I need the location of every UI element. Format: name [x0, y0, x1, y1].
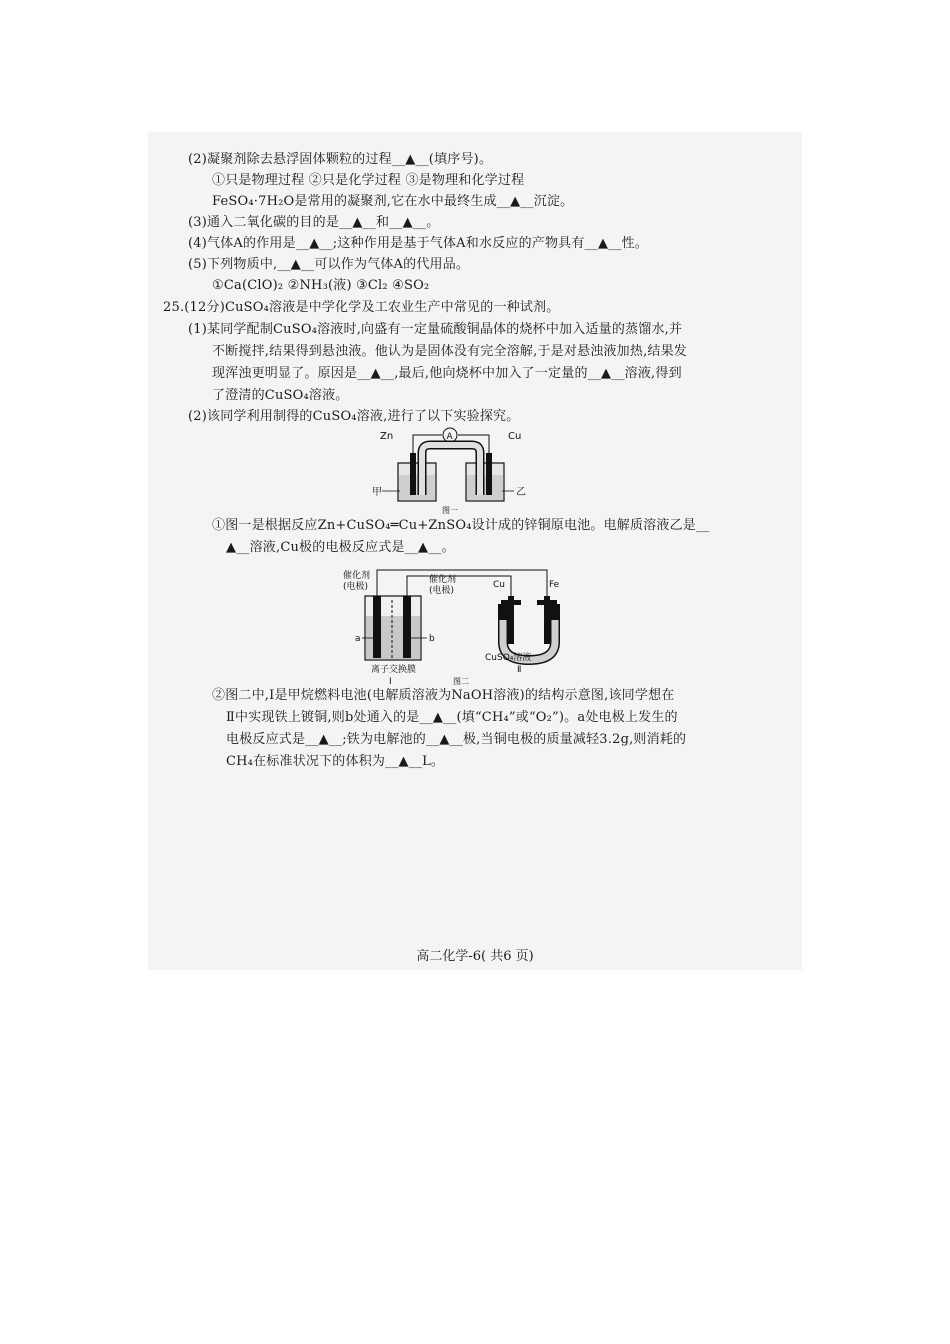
fig1-zn-label: Zn — [380, 431, 394, 442]
cu-electrode — [486, 453, 492, 495]
q25-1-line4: 了澄清的CuSO₄溶液。 — [212, 388, 349, 403]
page-footer: 高二化学-6( 共6 页) — [416, 949, 534, 964]
fig1-jia-label: 甲 — [372, 487, 382, 498]
fig2-left-catalyst-sub: (电极) — [343, 582, 369, 592]
fig2-cu-label: Cu — [493, 580, 505, 590]
q5-line: (5)下列物质中,__▲__可以作为气体A的代用品。 — [188, 257, 470, 272]
fig1-yi-label: 乙 — [516, 487, 526, 498]
fig1-ammeter-label: A — [446, 432, 453, 442]
q25-2-2-line4: CH₄在标准状况下的体积为__▲__L。 — [226, 754, 445, 769]
figure-1-zinc-copper-cell — [370, 425, 530, 517]
fig2-b-label: b — [429, 634, 435, 644]
fig2-right-catalyst-sub: (电极) — [429, 586, 455, 596]
fig1-caption: 图一 — [442, 506, 458, 515]
q25-2-2-line1: ②图二中,Ⅰ是甲烷燃料电池(电解质溶液为NaOH溶液)的结构示意图,该同学想在 — [212, 688, 675, 703]
q25-2-1-line1: ①图一是根据反应Zn+CuSO₄═Cu+ZnSO₄设计成的锌铜原电池。电解质溶液乙是__ — [212, 518, 710, 533]
figure-2-fuel-cell-electroplating — [335, 560, 575, 686]
q3-line: (3)通入二氧化碳的目的是__▲__和__▲__。 — [188, 215, 440, 230]
fig1-cu-label: Cu — [508, 431, 522, 442]
q25-2-2-line3: 电极反应式是__▲__;铁为电解池的__▲__极,当铜电极的质量减轻3.2g,则消耗的 — [226, 732, 687, 747]
zn-electrode — [410, 453, 416, 495]
left-catalyst-electrode — [373, 596, 381, 658]
fig2-fe-label: Fe — [549, 580, 560, 590]
q25-title: 25.(12分)CuSO₄溶液是中学化学及工农业生产中常见的一种试剂。 — [163, 300, 560, 315]
q25-2-2-line2: Ⅱ中实现铁上镀铜,则b处通入的是__▲__(填“CH₄”或“O₂”)。a处电极上发生的 — [226, 710, 678, 725]
right-catalyst-electrode — [403, 596, 411, 658]
fig2-caption: 图二 — [453, 677, 469, 686]
q25-1-line3: 现浑浊更明显了。原因是__▲__,最后,他向烧杯中加入了一定量的__▲__溶液,得到 — [212, 366, 682, 381]
fig2-membrane-label: 离子交换膜 — [371, 665, 417, 675]
fig2-a-label: a — [355, 634, 361, 644]
q2-feso4: FeSO₄·7H₂O是常用的凝聚剂,它在水中最终生成__▲__沉淀。 — [212, 194, 574, 209]
fig2-solution-label: CuSO₄溶液 — [485, 653, 532, 663]
fig2-cell1-label: I — [389, 677, 392, 686]
q25-1-line1: (1)某同学配制CuSO₄溶液时,向盛有一定量硫酸铜晶体的烧杯中加入适量的蒸馏水,并 — [188, 322, 683, 337]
fig2-left-catalyst: 催化剂 — [343, 571, 371, 581]
q2-options: ①只是物理过程 ②只是化学过程 ③是物理和化学过程 — [212, 173, 525, 188]
q2-line: (2)凝聚剂除去悬浮固体颗粒的过程__▲__(填序号)。 — [188, 152, 493, 167]
fig2-right-catalyst: 催化剂 — [429, 575, 457, 585]
q5-options: ①Ca(ClO)₂ ②NH₃(液) ③Cl₂ ④SO₂ — [212, 278, 430, 293]
q25-2-1-line2: ▲__溶液,Cu极的电极反应式是__▲__。 — [226, 540, 455, 555]
q25-1-line2: 不断搅拌,结果得到悬浊液。他认为是固体没有完全溶解,于是对悬浊液加热,结果发 — [212, 344, 687, 359]
fig2-cell2-label: Ⅱ — [517, 665, 522, 675]
q4-line: (4)气体A的作用是__▲__;这种作用是基于气体A和水反应的产物具有__▲__性。 — [188, 236, 648, 251]
q25-2-line: (2)该同学利用制得的CuSO₄溶液,进行了以下实验探究。 — [188, 409, 520, 424]
